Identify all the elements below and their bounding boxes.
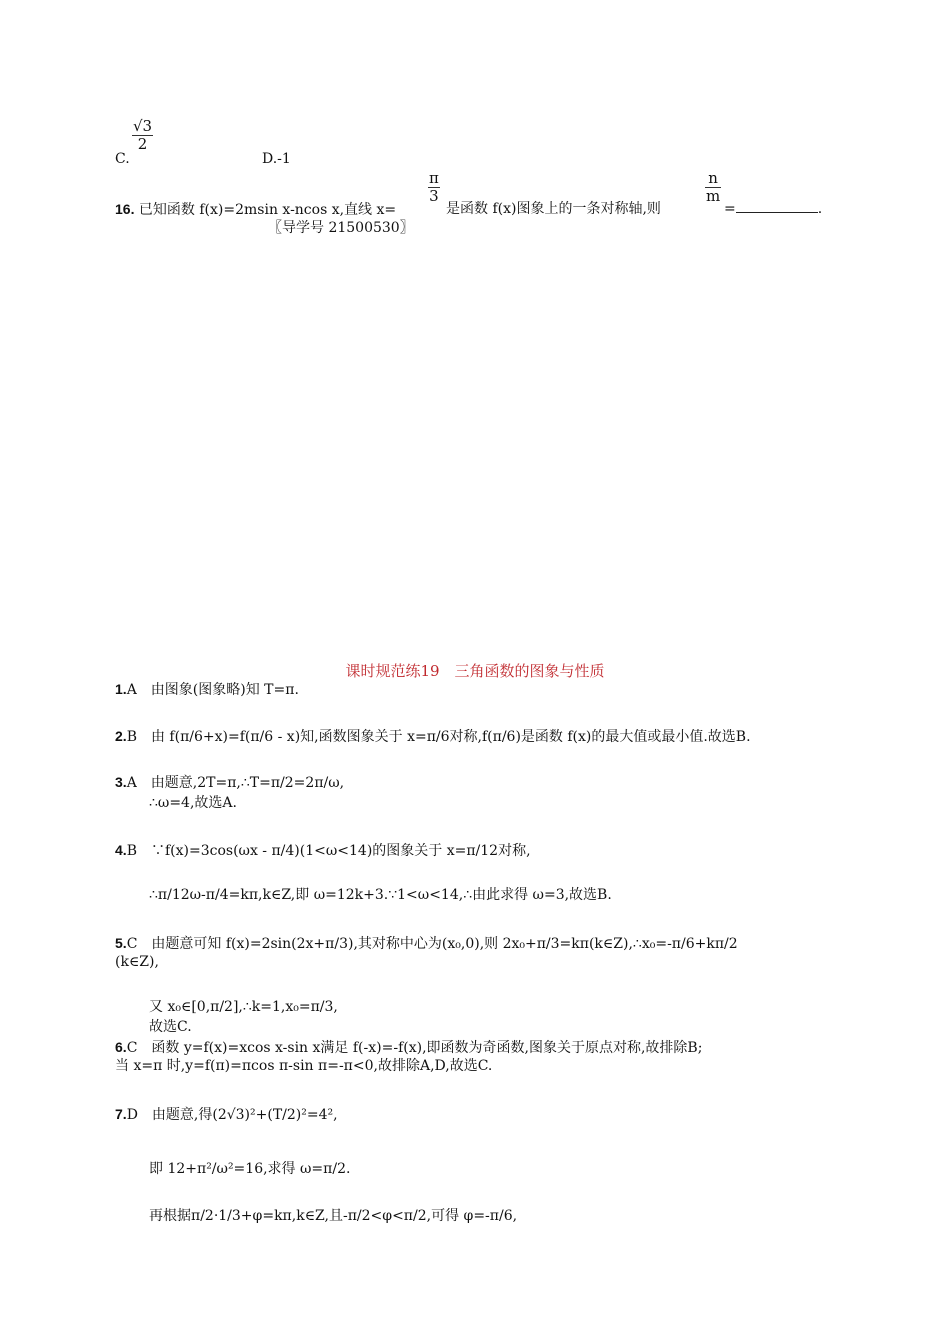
x-value-numerator: π bbox=[429, 169, 439, 187]
x-value-fraction bbox=[428, 170, 440, 205]
answer-blank bbox=[724, 200, 822, 218]
question-text-part1: 已知函数 f(x)=2msin x-ncos x,直线 x= bbox=[138, 202, 397, 218]
answer-number: 7. bbox=[115, 1106, 127, 1122]
option-c-denominator: 2 bbox=[137, 135, 148, 153]
option-c-label: C. bbox=[115, 151, 130, 167]
answer-5-cont3 bbox=[149, 1018, 192, 1036]
answer-text: A 由题意,2T=π,∴T=π/2=2π/ω, bbox=[126, 775, 345, 791]
ratio-fraction bbox=[705, 170, 721, 205]
answer-6 bbox=[115, 1038, 702, 1057]
answer-5-cont1 bbox=[115, 953, 159, 971]
answer-text: C 由题意可知 f(x)=2sin(2x+π/3),其对称中心为(x₀,0),则 2x₀+π/3=kπ(k∈Z),∴x₀=-π/6+kπ/2 bbox=[126, 936, 738, 952]
question-number: 16. bbox=[115, 201, 135, 217]
answer-text: A 由图象(图象略)知 T=π. bbox=[126, 682, 299, 698]
section-title: 课时规范练19 三角函数的图象与性质 bbox=[345, 662, 605, 680]
answer-4 bbox=[115, 841, 531, 860]
option-c-fraction bbox=[132, 118, 153, 153]
x-value-denominator: 3 bbox=[429, 187, 439, 205]
answer-text: 再根据π/2·1/3+φ=kπ,k∈Z,且-π/2<φ<π/2,可得 φ=-π/6, bbox=[149, 1208, 518, 1224]
answer-4-cont bbox=[149, 886, 612, 904]
answer-text: 又 x₀∈[0,π/2],∴k=1,x₀=π/3, bbox=[149, 999, 338, 1015]
answer-7 bbox=[115, 1105, 338, 1124]
answer-text: C 函数 y=f(x)=xcos x-sin x满足 f(-x)=-f(x),即函数为奇函数,图象关于原点对称,故排除B; bbox=[126, 1040, 703, 1056]
reference-number: 〖导学号 21500530〗 bbox=[268, 220, 414, 236]
ratio-numerator: n bbox=[705, 170, 721, 188]
answer-6-cont bbox=[115, 1057, 492, 1075]
answer-7-cont1 bbox=[149, 1160, 350, 1178]
equals-sign: = bbox=[724, 201, 736, 217]
period: . bbox=[817, 201, 823, 217]
answer-text: B 由 f(π/6+x)=f(π/6 - x)知,函数图象关于 x=π/6对称,f(π/6)是函数 f(x)的最大值或最小值.故选B. bbox=[126, 729, 751, 745]
answer-text: 故选C. bbox=[149, 1019, 192, 1035]
answer-5-cont2 bbox=[149, 998, 338, 1016]
blank-line bbox=[736, 200, 818, 213]
question-16 bbox=[115, 200, 396, 219]
option-c bbox=[115, 150, 130, 168]
answer-number: 6. bbox=[115, 1039, 127, 1055]
answer-text: D 由题意,得(2√3)²+(T/2)²=4², bbox=[126, 1107, 338, 1123]
answer-text: 当 x=π 时,y=f(π)=πcos π-sin π=-π<0,故排除A,D,故选C. bbox=[115, 1058, 493, 1074]
answer-text: 即 12+π²/ω²=16,求得 ω=π/2. bbox=[149, 1161, 351, 1177]
answer-text: ∴ω=4,故选A. bbox=[149, 795, 237, 811]
answer-number: 5. bbox=[115, 935, 127, 951]
answer-number: 1. bbox=[115, 681, 127, 697]
answer-text: ∴π/12ω-π/4=kπ,k∈Z,即 ω=12k+3.∵1<ω<14,∴由此求得 ω=3,故选B. bbox=[149, 887, 612, 903]
option-c-numerator: √3 bbox=[133, 117, 153, 135]
question-text-part2: 是函数 f(x)图象上的一条对称轴,则 bbox=[446, 201, 661, 217]
answer-number: 3. bbox=[115, 774, 127, 790]
answer-text: (k∈Z), bbox=[115, 954, 159, 970]
option-d: D.-1 bbox=[262, 151, 291, 167]
answer-7-cont2 bbox=[149, 1207, 517, 1225]
answer-3-cont bbox=[149, 794, 237, 812]
answer-text: B ∵f(x)=3cos(ωx - π/4)(1<ω<14)的图象关于 x=π/12对称, bbox=[126, 843, 531, 859]
answer-5 bbox=[115, 934, 738, 953]
answer-1 bbox=[115, 680, 299, 699]
answer-number: 2. bbox=[115, 728, 127, 744]
ratio-denominator: m bbox=[706, 187, 721, 205]
answer-number: 4. bbox=[115, 842, 127, 858]
answer-2 bbox=[115, 727, 751, 746]
answer-3 bbox=[115, 773, 344, 792]
